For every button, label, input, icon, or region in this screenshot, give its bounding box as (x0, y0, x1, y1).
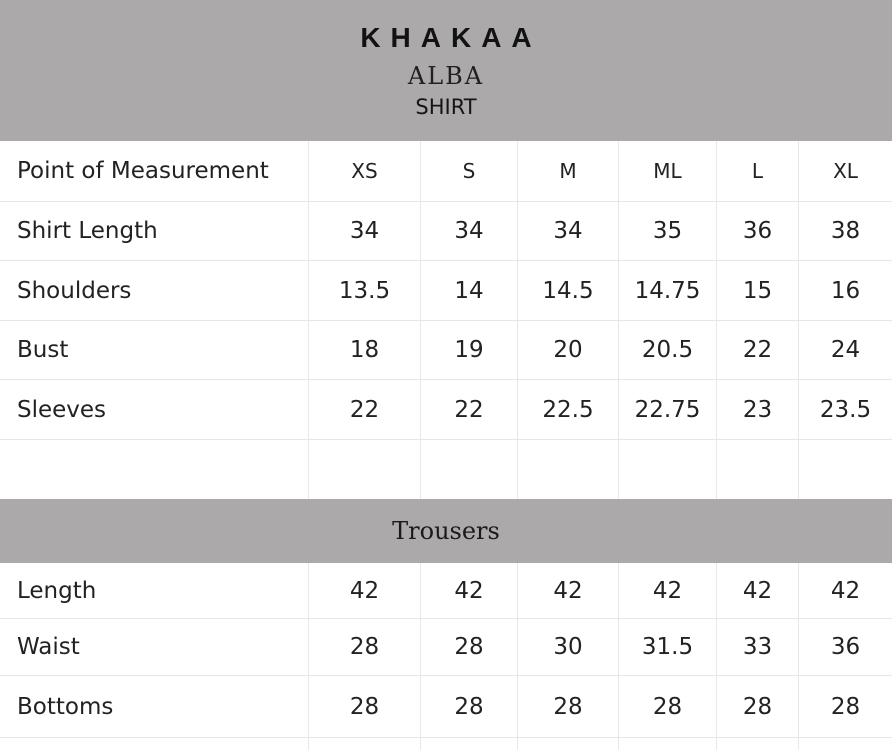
table-cell (517, 440, 618, 499)
table-row (0, 321, 892, 380)
collection-name: ALBA (407, 62, 485, 90)
table-cell: 20 (517, 321, 618, 379)
table-cell: 42 (517, 563, 618, 618)
table-cell: 18 (308, 321, 420, 379)
table-cell: 24 (798, 321, 892, 379)
column-header-m: M (517, 141, 618, 201)
table-cell: 22 (308, 380, 420, 439)
table-cell: 42 (716, 563, 798, 618)
table-cell: 42 (798, 563, 892, 618)
trousers-section-header (0, 499, 892, 563)
table-cell: 28 (798, 676, 892, 737)
column-header-ml: ML (618, 141, 716, 201)
row-label: Shirt Length (17, 218, 158, 244)
table-cell: 34 (308, 202, 420, 260)
table-cell (308, 738, 420, 750)
column-header-l: L (716, 141, 798, 201)
table-cell: 38 (798, 202, 892, 260)
brand-logo: KHAKAA (360, 22, 542, 53)
table-cell: 13.5 (308, 261, 420, 320)
table-row (0, 380, 892, 440)
table-cell: 42 (308, 563, 420, 618)
table-cell (716, 738, 798, 750)
column-header-s: S (420, 141, 517, 201)
table-cell: 34 (517, 202, 618, 260)
table-cell: 14.75 (618, 261, 716, 320)
table-cell (716, 440, 798, 499)
table-cell: 14 (420, 261, 517, 320)
table-cell: 35 (618, 202, 716, 260)
table-cell (308, 440, 420, 499)
table-cell: 36 (798, 619, 892, 675)
table-cell (798, 440, 892, 499)
table-cell (420, 738, 517, 750)
table-cell: 31.5 (618, 619, 716, 675)
table-cell: 28 (420, 619, 517, 675)
table-cell (420, 440, 517, 499)
table-cell (618, 440, 716, 499)
row-label: Sleeves (17, 396, 107, 423)
table-cell: 22.5 (517, 380, 618, 439)
table-cell: 28 (716, 676, 798, 737)
table-row-empty (0, 440, 892, 499)
table-row (0, 202, 892, 261)
table-cell: 36 (716, 202, 798, 260)
table-row-trailing (0, 738, 892, 750)
table-cell: 22 (420, 380, 517, 439)
table-cell: 28 (517, 676, 618, 737)
table-row (0, 563, 892, 619)
trousers-title: Trousers (392, 517, 500, 545)
table-cell: 19 (420, 321, 517, 379)
table-cell: 22.75 (618, 380, 716, 439)
table-cell: 28 (420, 676, 517, 737)
table-cell: 16 (798, 261, 892, 320)
table-row (0, 676, 892, 738)
table-row (0, 261, 892, 321)
header-banner (0, 0, 892, 141)
product-name: SHIRT (415, 95, 477, 119)
table-cell: 22 (716, 321, 798, 379)
table-cell (798, 738, 892, 750)
row-label: Length (17, 577, 97, 604)
table-row (0, 619, 892, 676)
table-cell: 30 (517, 619, 618, 675)
table-cell: 33 (716, 619, 798, 675)
table-cell: 28 (308, 676, 420, 737)
column-header-measurement: Point of Measurement (17, 158, 269, 184)
table-cell: 23.5 (798, 380, 892, 439)
table-cell: 14.5 (517, 261, 618, 320)
table-cell: 15 (716, 261, 798, 320)
table-cell: 23 (716, 380, 798, 439)
row-label: Bottoms (17, 693, 114, 720)
row-label (0, 440, 308, 499)
table-cell (618, 738, 716, 750)
column-header-xl: XL (798, 141, 892, 201)
table-header-row (0, 141, 892, 202)
table-cell: 28 (308, 619, 420, 675)
table-cell: 28 (618, 676, 716, 737)
row-label: Shoulders (17, 277, 132, 304)
table-cell: 34 (420, 202, 517, 260)
table-cell: 20.5 (618, 321, 716, 379)
table-cell (517, 738, 618, 750)
column-header-xs: XS (308, 141, 420, 201)
row-label: Bust (17, 337, 69, 363)
table-cell: 42 (420, 563, 517, 618)
table-cell: 42 (618, 563, 716, 618)
row-label: Waist (17, 634, 80, 660)
